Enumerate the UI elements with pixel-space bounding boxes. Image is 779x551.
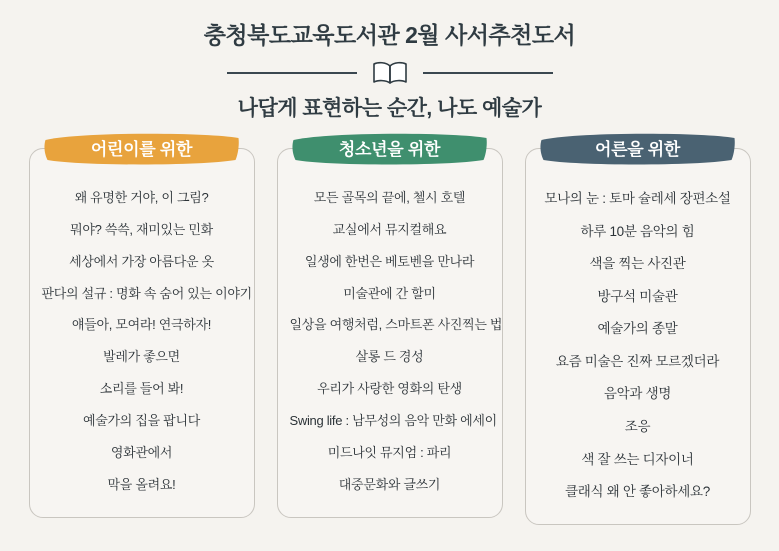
column-kids	[29, 140, 255, 526]
list-item: 미드나잇 뮤지엄 : 파리	[327, 444, 452, 460]
list-item: 요즘 미술은 진짜 모르겠더라	[555, 353, 720, 369]
book-list-teen	[288, 183, 503, 501]
list-item: 왜 유명한 거야, 이 그림?	[74, 190, 209, 206]
list-item: 우리가 사랑한 영화의 탄생	[317, 381, 462, 397]
list-item: 살롱 드 경성	[355, 349, 424, 365]
list-item: 예술가의 집을 팝니다	[83, 413, 200, 428]
book-list-kids	[40, 183, 252, 501]
list-item: 색 잘 쓰는 디자이너	[581, 451, 694, 467]
title-divider-row	[0, 60, 779, 86]
list-item: 하루 10분 음악의 힘	[580, 223, 695, 239]
open-book-icon	[371, 60, 409, 86]
list-item: 모나의 눈 : 토마 슐레세 장편소설	[544, 191, 731, 207]
list-item: 뭐야? 쓱쓱, 재미있는 민화	[70, 221, 213, 237]
list-item: 음악과 생명	[603, 386, 672, 402]
list-item: 교실에서 뮤지컬해요	[332, 221, 447, 237]
list-item: 발레가 좋으면	[103, 349, 180, 365]
list-item: 조응	[624, 419, 651, 435]
list-item: 대중문화와 글쓰기	[338, 476, 441, 492]
column-adult	[525, 140, 751, 526]
list-item: 일생에 한번은 베토벤을 만나라	[304, 253, 475, 269]
list-item: 얘들아, 모여라! 연극하자!	[71, 317, 212, 333]
banner-kids	[39, 130, 244, 166]
page-title: 충청북도교육도서관 2월 사서추천도서	[203, 22, 576, 48]
divider-right	[423, 72, 553, 74]
poster-header	[0, 0, 779, 122]
list-item: 판다의 설규 : 명화 속 숨어 있는 이야기	[41, 285, 252, 301]
banner-adult	[535, 130, 740, 166]
list-item: 예술가의 종말	[597, 321, 678, 337]
list-item: 막을 올려요!	[107, 476, 176, 492]
list-item: 미술관에 간 할미	[343, 285, 436, 301]
list-item: 소리를 들어 봐!	[99, 381, 184, 397]
recommendation-columns	[0, 140, 779, 526]
list-item: Swing life : 남무성의 음악 만화 에세이	[289, 413, 497, 428]
list-item: 색을 찍는 사진관	[589, 256, 686, 272]
page-subtitle: 나답게 표현하는 순간, 나도 예술가	[237, 96, 542, 120]
column-teen	[277, 140, 503, 526]
banner-label-adult: 어른을 위한	[594, 140, 681, 160]
list-item: 영화관에서	[110, 444, 173, 460]
list-item: 일상을 여행처럼, 스마트폰 사진찍는 법	[289, 317, 503, 333]
book-list-adult	[536, 183, 740, 509]
card-kids	[29, 148, 255, 518]
list-item: 클래식 왜 안 좋아하세요?	[565, 484, 710, 500]
list-item: 모든 골목의 끝에, 첼시 호텔	[313, 190, 466, 206]
list-item: 방구석 미술관	[597, 288, 678, 304]
banner-label-kids: 어린이를 위한	[90, 140, 193, 160]
banner-label-teen: 청소년을 위한	[338, 140, 441, 160]
divider-left	[227, 72, 357, 74]
banner-teen	[287, 130, 492, 166]
card-adult	[525, 148, 751, 526]
card-teen	[277, 148, 503, 518]
list-item: 세상에서 가장 아름다운 옷	[69, 253, 214, 269]
